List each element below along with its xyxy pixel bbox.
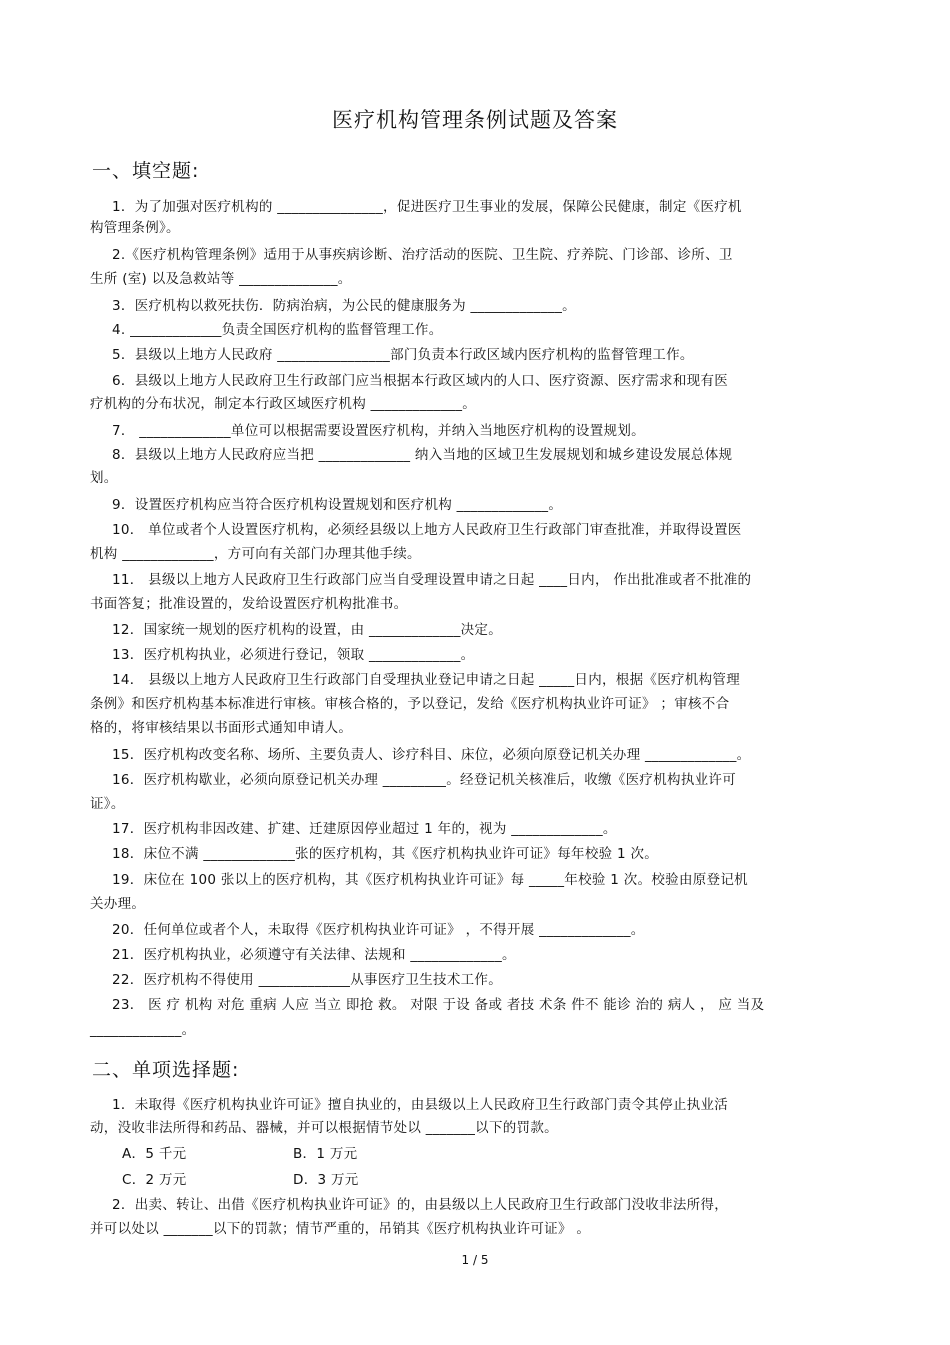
text-line: 机构 _____________，方可向有关部门办理其他手续。 <box>90 546 421 562</box>
text-line: 10． 单位或者个人设置医疗机构，必须经县级以上地方人民政府卫生行政部门审查批准，并取得设置医 <box>112 522 742 538</box>
text-line: 1．未取得《医疗机构执业许可证》擅自执业的，由县级以上人民政府卫生行政部门责令其停止执业活 <box>112 1097 729 1113</box>
page-number: 1 / 5 <box>461 1253 489 1267</box>
section-heading-fill-in: 一、填空题: <box>92 160 200 182</box>
text-line: 并可以处以 _______以下的罚款；情节严重的，吊销其《医疗机构执业许可证》 。 <box>90 1221 591 1237</box>
text-line: 划。 <box>90 470 118 486</box>
text-line: 3．医疗机构以救死扶伤．防病治病，为公民的健康服务为 _____________。 <box>112 298 576 314</box>
text-line: 20．任何单位或者个人，未取得《医疗机构执业许可证》 ，不得开展 _____________。 <box>112 922 645 938</box>
text-line: 14． 县级以上地方人民政府卫生行政部门自受理执业登记申请之日起 _____日内，根据《医疗机构管理 <box>112 672 741 688</box>
text-line: 2.《医疗机构管理条例》适用于从事疾病诊断、治疗活动的医院、卫生院、疗养院、门诊部、诊所、卫 <box>112 247 733 263</box>
text-line: 条例》和医疗机构基本标准进行审核。审核合格的，予以登记，发给《医疗机构执业许可证》 ；审核不合 <box>90 696 730 712</box>
text-line: 构管理条例》。 <box>90 220 180 236</box>
section-heading-single-choice: 二、单项选择题: <box>92 1059 240 1081</box>
text-line: 1．为了加强对医疗机构的 _______________，促进医疗卫生事业的发展，保障公民健康，制定《医疗机 <box>112 199 742 215</box>
text-line: 8．县级以上地方人民政府应当把 _____________ 纳入当地的区域卫生发展规划和城乡建设发展总体规 <box>112 447 733 463</box>
choice-option-c: C．2 万元 <box>122 1172 187 1188</box>
text-line: 疗机构的分布状况，制定本行政区域医疗机构 _____________。 <box>90 396 477 412</box>
text-line: 9．设置医疗机构应当符合医疗机构设置规划和医疗机构 _____________。 <box>112 497 563 513</box>
text-line: 7． _____________单位可以根据需要设置医疗机构，并纳入当地医疗机构的设置规划。 <box>112 423 645 439</box>
choice-option-d: D．3 万元 <box>293 1172 359 1188</box>
text-line: 16．医疗机构歇业，必须向原登记机关办理 _________。经登记机关核准后，收缴《医疗机构执业许可 <box>112 772 737 788</box>
text-line: 6．县级以上地方人民政府卫生行政部门应当根据本行政区域内的人口、医疗资源、医疗需求和现有医 <box>112 373 729 389</box>
text-line: 5．县级以上地方人民政府 ________________部门负责本行政区域内医疗机构的监督管理工作。 <box>112 347 694 363</box>
text-line: 11． 县级以上地方人民政府卫生行政部门应当自受理设置申请之日起 ____日内， 作出批准或者不批准的 <box>112 572 752 588</box>
text-line: 21．医疗机构执业，必须遵守有关法律、法规和 _____________。 <box>112 947 516 963</box>
text-line: 格的，将审核结果以书面形式通知申请人。 <box>90 720 353 736</box>
text-line: 23． 医 疗 机构 对危 重病 人应 当立 即抢 救。 对限 于设 备或 者技 术条 件不 能诊 治的 病人 ， 应 当及 <box>112 997 765 1013</box>
text-line: 19．床位在 100 张以上的医疗机构，其《医疗机构执业许可证》每 _____年校验 1 次。校验由原登记机 <box>112 872 748 888</box>
text-line: 4. _____________负责全国医疗机构的监督管理工作。 <box>112 322 443 338</box>
text-line: 书面答复；批准设置的，发给设置医疗机构批准书。 <box>90 596 408 612</box>
text-line: 2．出卖、转让、出借《医疗机构执业许可证》的，由县级以上人民政府卫生行政部门没收非法所得， <box>112 1197 729 1213</box>
text-line: 13．医疗机构执业，必须进行登记，领取 _____________。 <box>112 647 475 663</box>
text-line: 15．医疗机构改变名称、场所、主要负责人、诊疗科目、床位，必须向原登记机关办理 _____________。 <box>112 747 751 763</box>
text-line: 动，没收非法所得和药品、器械，并可以根据情节处以 _______以下的罚款。 <box>90 1120 558 1136</box>
text-line: 17．医疗机构非因改建、扩建、迁建原因停业超过 1 年的，视为 _____________。 <box>112 821 617 837</box>
choice-option-b: B．1 万元 <box>293 1146 358 1162</box>
text-line: _____________。 <box>90 1022 196 1038</box>
text-line: 22．医疗机构不得使用 _____________从事医疗卫生技术工作。 <box>112 972 503 988</box>
text-line: 证》。 <box>90 796 125 812</box>
text-line: 12．国家统一规划的医疗机构的设置，由 _____________决定。 <box>112 622 503 638</box>
text-line: 18．床位不满 _____________张的医疗机构，其《医疗机构执业许可证》每年校验 1 次。 <box>112 846 659 862</box>
text-line: 生所 (室) 以及急救站等 ______________。 <box>90 271 352 287</box>
page-title: 医疗机构管理条例试题及答案 <box>332 108 618 132</box>
choice-option-a: A．5 千元 <box>122 1146 187 1162</box>
text-line: 关办理。 <box>90 896 146 912</box>
